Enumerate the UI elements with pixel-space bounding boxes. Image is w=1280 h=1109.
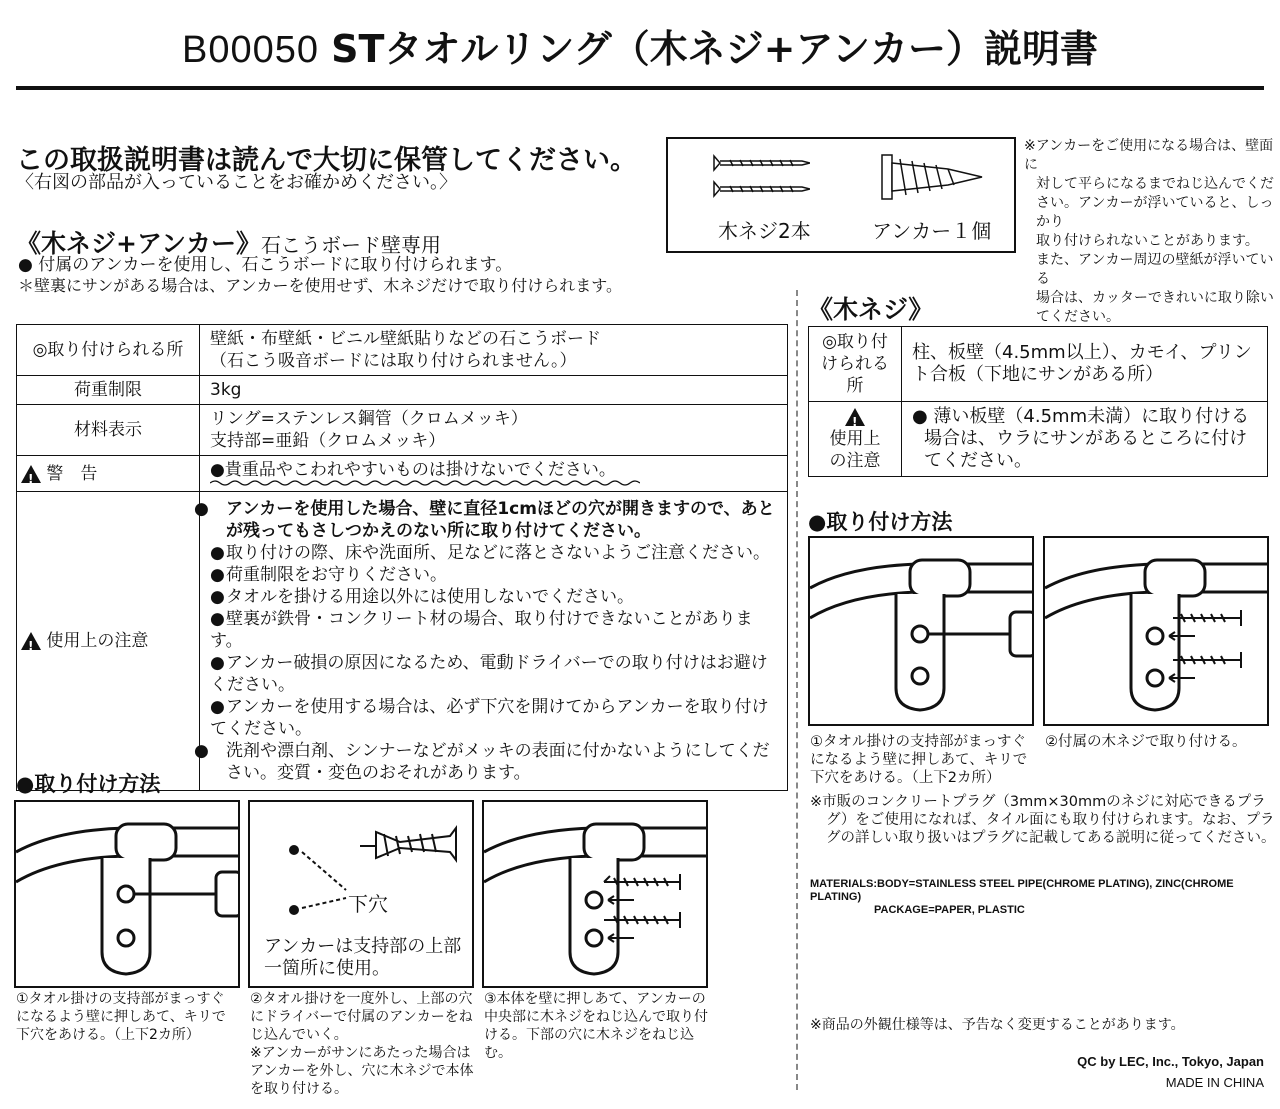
- anchor-usage-line: ● 付属のアンカーを使用し、石こうボードに取り付けられます。: [18, 255, 513, 275]
- left-install-heading: ●取り付け方法: [16, 772, 161, 796]
- materials-info: MATERIALS:BODY=STAINLESS STEEL PIPE(CHROME PLATING), ZINC(CHROME PLATING) PACKAGE=PAPER, PLASTIC: [810, 878, 1234, 916]
- stud-note-line: ＊壁裏にサンがある場合は、アンカーを使用せず、木ネジだけで取り付けられます。: [18, 276, 623, 295]
- product-code: B00050: [182, 29, 320, 71]
- left-install-figure-3: [482, 800, 708, 988]
- table-row: [17, 405, 788, 456]
- list-item: ●壁裏が鉄骨・コンクリート材の場合、取り付けできないことがあります。: [210, 609, 753, 651]
- table-row: [809, 402, 1268, 477]
- mount-location-label: ◎取り付けられる所: [17, 325, 200, 376]
- warning-label: ! 警 告: [17, 456, 200, 492]
- left-caption-1: ①タオル掛けの支持部がまっすぐになるよう壁に押しあて、キリで下穴をあける。（上下2カ所）: [16, 991, 226, 1043]
- mount-location-value: 壁紙・布壁紙・ビニル壁紙貼りなどの石こうボード （石こう吸音ボードには取り付けられません。）: [200, 325, 788, 376]
- spec-table: [16, 324, 788, 791]
- wood-screw-table: [808, 326, 1268, 477]
- page-title: [0, 18, 1280, 73]
- maker-info: QC by LEC, Inc., Tokyo, Japan: [1077, 1054, 1264, 1069]
- warning-icon: [21, 465, 41, 483]
- load-limit-value: 3kg: [200, 376, 788, 405]
- check-parts-subheading: 〈右図の部品が入っていることをお確かめください。〉: [16, 172, 457, 193]
- right-caption-1: ①タオル掛けの支持部がまっすぐになるよう壁に押しあて、キリで下穴をあける。（上下2カ所）: [810, 734, 1028, 786]
- table-row: [809, 327, 1268, 402]
- pilot-hole-label: 下穴: [348, 892, 388, 916]
- left-caption-3: ③本体を壁に押しあて、アンカーの中央部に木ネジをねじ込んで取り付ける。下部の穴に木ネジをねじ込む。: [484, 991, 708, 1061]
- load-limit-label: 荷重制限: [17, 376, 200, 405]
- list-item: ● 洗剤や漂白剤、シンナーなどがメッキの表面に付かないようにしてください。変質・変色のおそれがあります。: [194, 741, 770, 783]
- concrete-plug-note: ※市販のコンクリートプラグ（3mm×30mmのネジに対応できるプラグ）をご使用になれば、タイル面にも取り付けられます。なお、プラグの詳しい取り扱いはプラグに記載してある説明に従ってください。: [810, 794, 1276, 846]
- right-bracket-drill-illustration: [810, 538, 1032, 724]
- table-row: [17, 492, 788, 791]
- wavy-underline: [210, 479, 640, 487]
- left-install-figure-1: [14, 800, 240, 988]
- caution-list: [194, 498, 777, 784]
- wood-mount-label: ◎取り付けられる所: [809, 327, 902, 402]
- anchor-note: ※アンカーをご使用になる場合は、壁面に 対して平らになるまでねじ込んでくだ さい。アンカーが浮いていると、しっかり 取り付けられないことがあります。 また、アンカー周辺の壁紙が浮いている 場合は、カッターできれいに取り除い てください。: [1024, 138, 1274, 325]
- wood-screw-heading: 《木ネジ》: [808, 295, 934, 324]
- wood-mount-value: 柱、板壁（4.5mm以上）、カモイ、プリント合板（下地にサンがある所）: [902, 327, 1268, 402]
- anchor-use-label: アンカーは支持部の上部一箇所に使用。: [264, 936, 462, 979]
- warning-value: ●貴重品やこわれやすいものは掛けないでください。: [200, 456, 788, 492]
- list-item: ●アンカーを使用する場合は、必ず下穴を開けてからアンカーを取り付けてください。: [210, 697, 769, 739]
- right-install-figure-2: [1043, 536, 1269, 726]
- table-row: [17, 456, 788, 492]
- disclaimer: ※商品の外観仕様等は、予告なく変更することがあります。: [810, 1017, 1185, 1033]
- screws-label: 木ネジ2本: [718, 219, 811, 243]
- right-install-figure-1: [808, 536, 1034, 726]
- wood-caution-icon: [845, 408, 865, 426]
- table-row: [17, 325, 788, 376]
- title-rule: [16, 86, 1264, 90]
- material-value: リング=ステンレス鋼管（クロムメッキ） 支持部=亜鉛（クロムメッキ）: [200, 405, 788, 456]
- bracket-screw-illustration: [484, 802, 706, 986]
- product-name: STタオルリング（木ネジ+アンカー）説明書: [331, 27, 1098, 71]
- right-bracket-screw-illustration: [1045, 538, 1267, 724]
- anchor-icon: [878, 151, 988, 203]
- wood-caution-value: ● 薄い板壁（4.5mm未満）に取り付ける場合は、ウラにサンがあるところに付けてください。: [902, 402, 1268, 477]
- right-caption-2: ②付属の木ネジで取り付ける。: [1045, 734, 1247, 750]
- screw-anchor-heading: 《木ネジ+アンカー》石こうボード壁専用: [16, 229, 441, 258]
- right-install-heading: ●取り付け方法: [808, 510, 953, 534]
- bracket-drill-illustration: [16, 802, 238, 986]
- caution-icon: [21, 632, 41, 650]
- left-caption-2: ②タオル掛けを一度外し、上部の穴にドライバーで付属のアンカーをねじ込んでいく。 ※アンカーがサンにあたった場合はアンカーを外し、穴に木ネジで本体を取り付ける。: [250, 991, 474, 1097]
- table-row: [17, 376, 788, 405]
- anchor-label: アンカー１個: [872, 219, 992, 243]
- origin-info: MADE IN CHINA: [1165, 1075, 1264, 1090]
- list-item: ●タオルを掛ける用途以外には使用しないでください。: [210, 587, 634, 607]
- caution-label: ! 使用上の注意: [17, 492, 200, 791]
- list-item: ●荷重制限をお守りください。: [210, 565, 447, 585]
- wood-screw-icon: [710, 153, 810, 199]
- caution-value: [194, 492, 788, 791]
- left-install-figure-2: [248, 800, 474, 988]
- wood-caution-label: ! 使用上の注意: [809, 402, 902, 477]
- material-label: 材料表示: [17, 405, 200, 456]
- parts-box: [666, 137, 1016, 253]
- list-item: ●取り付けの際、床や洗面所、足などに落とさないようご注意ください。: [210, 543, 770, 563]
- list-item: ●アンカー破損の原因になるため、電動ドライバーでの取り付けはお避けください。: [210, 653, 768, 695]
- list-item: ● アンカーを使用した場合、壁に直径1cmほどの穴が開きますので、あとが残ってもさしつかえのない所に取り付けてください。: [194, 499, 775, 541]
- column-divider: [796, 290, 798, 1090]
- keep-manual-heading: この取扱説明書は読んで大切に保管してください。: [16, 145, 637, 176]
